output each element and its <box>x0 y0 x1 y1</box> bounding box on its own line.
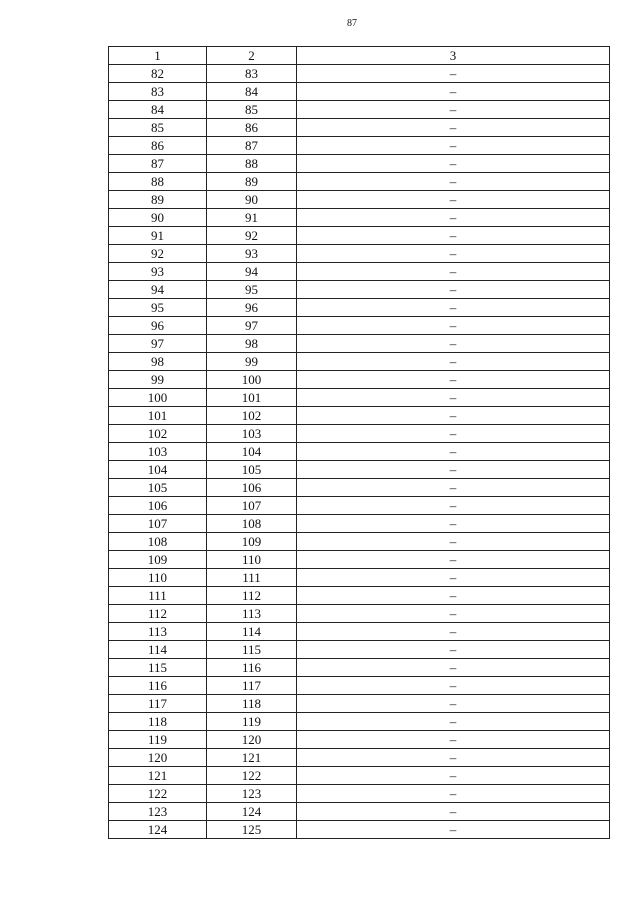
table-cell-col-3: – <box>297 389 610 407</box>
table-cell-col-1: 121 <box>109 767 207 785</box>
table-cell-col-3: – <box>297 371 610 389</box>
table-cell-col-1: 113 <box>109 623 207 641</box>
table-cell-col-1: 90 <box>109 209 207 227</box>
table-cell-col-3: – <box>297 785 610 803</box>
table-cell-col-3: – <box>297 83 610 101</box>
table-cell-col-3: – <box>297 425 610 443</box>
header-row <box>109 47 610 65</box>
table-cell-col-2: 125 <box>207 821 297 839</box>
table-cell-col-3: – <box>297 155 610 173</box>
table-cell-col-1: 100 <box>109 389 207 407</box>
table-cell-col-2: 120 <box>207 731 297 749</box>
table-cell-col-2: 88 <box>207 155 297 173</box>
table-cell-col-1: 108 <box>109 533 207 551</box>
column-header-2: 2 <box>207 47 297 65</box>
table-cell-col-2: 108 <box>207 515 297 533</box>
table-cell-col-1: 87 <box>109 155 207 173</box>
table-row <box>109 299 610 317</box>
data-table <box>108 46 610 839</box>
table-cell-col-2: 123 <box>207 785 297 803</box>
table-cell-col-1: 118 <box>109 713 207 731</box>
table-cell-col-3: – <box>297 281 610 299</box>
table-cell-col-3: – <box>297 317 610 335</box>
table-cell-col-2: 110 <box>207 551 297 569</box>
table-cell-col-1: 122 <box>109 785 207 803</box>
table-row <box>109 353 610 371</box>
table-cell-col-2: 104 <box>207 443 297 461</box>
table-cell-col-2: 83 <box>207 65 297 83</box>
table-cell-col-3: – <box>297 245 610 263</box>
table-row <box>109 821 610 839</box>
table-cell-col-3: – <box>297 137 610 155</box>
table-row <box>109 731 610 749</box>
table-cell-col-2: 109 <box>207 533 297 551</box>
table-cell-col-2: 121 <box>207 749 297 767</box>
table-cell-col-3: – <box>297 497 610 515</box>
table-row <box>109 281 610 299</box>
table-row <box>109 533 610 551</box>
table-cell-col-3: – <box>297 515 610 533</box>
table-cell-col-3: – <box>297 119 610 137</box>
table-cell-col-1: 119 <box>109 731 207 749</box>
table-cell-col-1: 91 <box>109 227 207 245</box>
table-row <box>109 443 610 461</box>
table-row <box>109 749 610 767</box>
table-cell-col-3: – <box>297 335 610 353</box>
table-row <box>109 227 610 245</box>
table-cell-col-2: 102 <box>207 407 297 425</box>
table-cell-col-2: 116 <box>207 659 297 677</box>
table-cell-col-1: 85 <box>109 119 207 137</box>
table-cell-col-2: 97 <box>207 317 297 335</box>
column-header-3: 3 <box>297 47 610 65</box>
table-cell-col-1: 86 <box>109 137 207 155</box>
table-cell-col-2: 86 <box>207 119 297 137</box>
table-row <box>109 677 610 695</box>
table-cell-col-2: 105 <box>207 461 297 479</box>
table-cell-col-3: – <box>297 461 610 479</box>
table-cell-col-3: – <box>297 803 610 821</box>
table-cell-col-1: 102 <box>109 425 207 443</box>
table-cell-col-2: 111 <box>207 569 297 587</box>
table-cell-col-3: – <box>297 443 610 461</box>
table-cell-col-2: 113 <box>207 605 297 623</box>
table-cell-col-2: 90 <box>207 191 297 209</box>
table-row <box>109 461 610 479</box>
table-cell-col-2: 96 <box>207 299 297 317</box>
table-cell-col-3: – <box>297 587 610 605</box>
table-cell-col-3: – <box>297 605 610 623</box>
table-cell-col-1: 82 <box>109 65 207 83</box>
table-cell-col-3: – <box>297 101 610 119</box>
table-cell-col-3: – <box>297 479 610 497</box>
table-cell-col-1: 106 <box>109 497 207 515</box>
table-cell-col-1: 83 <box>109 83 207 101</box>
table-cell-col-3: – <box>297 263 610 281</box>
table-cell-col-3: – <box>297 731 610 749</box>
table-cell-col-1: 92 <box>109 245 207 263</box>
table-cell-col-1: 101 <box>109 407 207 425</box>
table-cell-col-2: 112 <box>207 587 297 605</box>
table-cell-col-3: – <box>297 191 610 209</box>
table-cell-col-3: – <box>297 749 610 767</box>
table-cell-col-2: 93 <box>207 245 297 263</box>
table-row <box>109 191 610 209</box>
table-cell-col-1: 104 <box>109 461 207 479</box>
table-cell-col-2: 100 <box>207 371 297 389</box>
table-row <box>109 335 610 353</box>
table-cell-col-1: 98 <box>109 353 207 371</box>
table-cell-col-3: – <box>297 695 610 713</box>
table-cell-col-1: 109 <box>109 551 207 569</box>
table-cell-col-3: – <box>297 407 610 425</box>
table-cell-col-2: 95 <box>207 281 297 299</box>
table-cell-col-1: 94 <box>109 281 207 299</box>
table-cell-col-3: – <box>297 677 610 695</box>
table-cell-col-3: – <box>297 767 610 785</box>
table-cell-col-3: – <box>297 821 610 839</box>
table-cell-col-2: 89 <box>207 173 297 191</box>
table-cell-col-1: 123 <box>109 803 207 821</box>
table-cell-col-1: 88 <box>109 173 207 191</box>
table-cell-col-1: 103 <box>109 443 207 461</box>
table-row <box>109 785 610 803</box>
page-number: 87 <box>347 18 357 29</box>
table-row <box>109 209 610 227</box>
table-row <box>109 173 610 191</box>
table-row <box>109 389 610 407</box>
table-row <box>109 137 610 155</box>
table-row <box>109 101 610 119</box>
table-cell-col-1: 111 <box>109 587 207 605</box>
table-cell-col-1: 115 <box>109 659 207 677</box>
table-row <box>109 803 610 821</box>
table-cell-col-2: 117 <box>207 677 297 695</box>
table-cell-col-3: – <box>297 641 610 659</box>
table-cell-col-1: 89 <box>109 191 207 209</box>
table-cell-col-1: 96 <box>109 317 207 335</box>
table-cell-col-3: – <box>297 551 610 569</box>
table-cell-col-3: – <box>297 533 610 551</box>
table-row <box>109 641 610 659</box>
table-cell-col-2: 114 <box>207 623 297 641</box>
table-cell-col-2: 92 <box>207 227 297 245</box>
table-row <box>109 605 610 623</box>
table-cell-col-3: – <box>297 353 610 371</box>
table-cell-col-3: – <box>297 299 610 317</box>
table-cell-col-2: 94 <box>207 263 297 281</box>
table-cell-col-2: 103 <box>207 425 297 443</box>
table-cell-col-1: 114 <box>109 641 207 659</box>
table-cell-col-1: 105 <box>109 479 207 497</box>
table-row <box>109 371 610 389</box>
table-cell-col-1: 110 <box>109 569 207 587</box>
table-row <box>109 407 610 425</box>
table-row <box>109 245 610 263</box>
table-cell-col-2: 124 <box>207 803 297 821</box>
table-header <box>109 47 610 65</box>
table-row <box>109 155 610 173</box>
table-cell-col-2: 99 <box>207 353 297 371</box>
table-cell-col-2: 119 <box>207 713 297 731</box>
table-row <box>109 515 610 533</box>
table-cell-col-2: 106 <box>207 479 297 497</box>
table-row <box>109 425 610 443</box>
table-cell-col-2: 91 <box>207 209 297 227</box>
table-cell-col-1: 116 <box>109 677 207 695</box>
table-cell-col-1: 112 <box>109 605 207 623</box>
table-row <box>109 83 610 101</box>
table-cell-col-1: 95 <box>109 299 207 317</box>
table-row <box>109 551 610 569</box>
table-cell-col-3: – <box>297 173 610 191</box>
table-cell-col-2: 87 <box>207 137 297 155</box>
table-row <box>109 587 610 605</box>
table-row <box>109 695 610 713</box>
table-cell-col-2: 118 <box>207 695 297 713</box>
table-cell-col-2: 115 <box>207 641 297 659</box>
table-cell-col-2: 101 <box>207 389 297 407</box>
table-cell-col-3: – <box>297 659 610 677</box>
table-cell-col-3: – <box>297 227 610 245</box>
table-row <box>109 623 610 641</box>
table-row <box>109 569 610 587</box>
table-cell-col-3: – <box>297 623 610 641</box>
table-cell-col-1: 84 <box>109 101 207 119</box>
table-cell-col-3: – <box>297 569 610 587</box>
table-cell-col-3: – <box>297 713 610 731</box>
table-cell-col-2: 122 <box>207 767 297 785</box>
table-row <box>109 497 610 515</box>
table-row <box>109 767 610 785</box>
table-cell-col-2: 107 <box>207 497 297 515</box>
table-row <box>109 713 610 731</box>
column-header-1: 1 <box>109 47 207 65</box>
table-row <box>109 119 610 137</box>
table-cell-col-1: 93 <box>109 263 207 281</box>
table-cell-col-1: 107 <box>109 515 207 533</box>
table-cell-col-1: 97 <box>109 335 207 353</box>
table-cell-col-1: 120 <box>109 749 207 767</box>
table-cell-col-3: – <box>297 65 610 83</box>
table-cell-col-1: 124 <box>109 821 207 839</box>
table-row <box>109 479 610 497</box>
table-cell-col-2: 84 <box>207 83 297 101</box>
table-row <box>109 263 610 281</box>
table-cell-col-3: – <box>297 209 610 227</box>
table-cell-col-1: 117 <box>109 695 207 713</box>
table-body <box>109 65 610 839</box>
table-row <box>109 65 610 83</box>
table-row <box>109 317 610 335</box>
table-cell-col-1: 99 <box>109 371 207 389</box>
table-cell-col-2: 85 <box>207 101 297 119</box>
table-cell-col-2: 98 <box>207 335 297 353</box>
table-row <box>109 659 610 677</box>
